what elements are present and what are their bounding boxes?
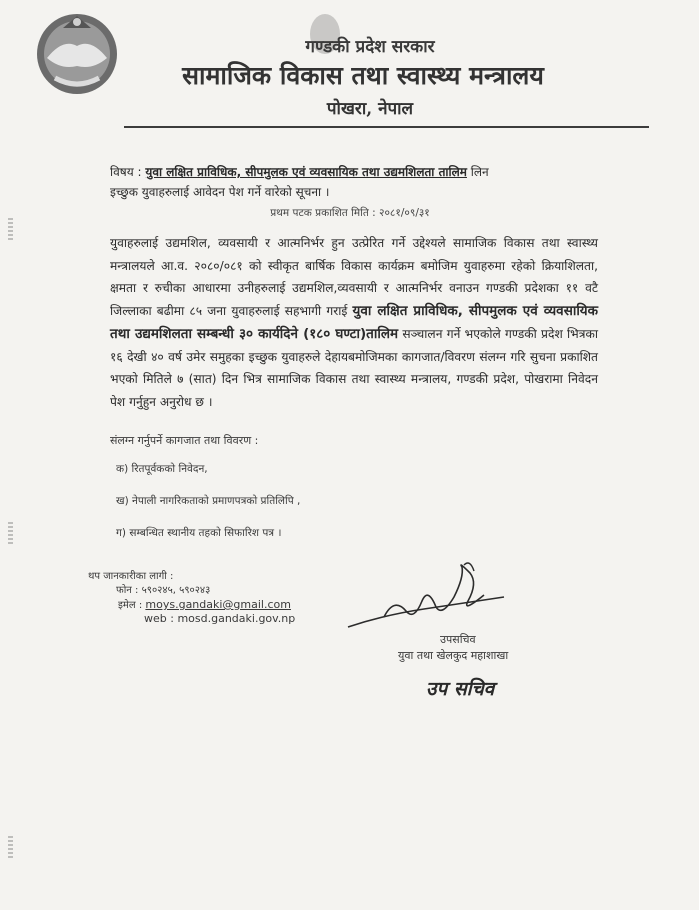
body-part1: युवाहरुलाई उद्यमशिल, व्यवसायी र आत्मनिर्भर हुन उत्प्रेरित गर्ने उद्देश्यले सामाजिक विकास तथा स्वास्थ्य मन्त्रालयले आ.व. २०८०/०८१ को स्वीकृत बार्षिक विकास कार्यक्रम बमोजिम युवाहरुमा रहेको क्रियाशिलता, क्षमता र रुचीका आधारमा उनीहरुलाई उद्यमशिल,व्यवसायी र आत्मनिर्भर वनाउन गण्डकी प्रदेशका ११ वटै जिल्लाका बढीमा ८५ जना युवाहरुलाई सहभागी गराई: [110, 236, 598, 319]
attachment-item: ख) नेपाली नागरिकताको प्रमाणपत्रको प्रतिलिपि ,: [116, 495, 301, 507]
scan-edge-mark: [8, 218, 13, 240]
attachment-item: ग) सम्बन्धित स्थानीय तहको सिफारिश पत्र ।: [116, 527, 282, 539]
contact-email-link[interactable]: moys.gandaki@gmail.com: [145, 598, 291, 611]
contact-phone: फोन : ५९०२४५, ५९०२४३: [116, 585, 211, 596]
handwritten-signature: [344, 557, 514, 637]
body-training-title: युवा लक्षित प्राविधिक, सीपमुलक एवं व्यवसायिक तथा उद्यमशिलता सम्बन्धी ३० कार्यदिने (१८० घण्टा)तालिम: [110, 303, 599, 342]
scan-edge-mark: [8, 522, 13, 544]
contact-web: web : mosd.gandaki.gov.np: [144, 612, 296, 625]
notice-subject: [110, 162, 590, 202]
government-name: गण्डकी प्रदेश सरकार: [305, 37, 435, 57]
contact-heading: थप जानकारीका लागी :: [88, 571, 174, 582]
nepal-emblem-icon: [33, 8, 121, 98]
header-divider: [124, 126, 649, 128]
ministry-name: सामाजिक विकास तथा स्वास्थ्य मन्त्रालय: [182, 61, 544, 90]
subject-prefix: विषय :: [110, 165, 142, 179]
scan-edge-mark: [8, 836, 13, 858]
subject-suffix: लिन: [470, 165, 489, 179]
publish-date: प्रथम पटक प्रकाशित मिति : २०८१/०९/३१: [270, 207, 430, 219]
subject-line2: इच्छुक युवाहरुलाई आवेदन पेश गर्ने वारेको सूचना ।: [110, 185, 330, 199]
attachments-heading: संलग्न गर्नुपर्ने कागजात तथा विवरण :: [110, 434, 259, 447]
contact-email-row: [88, 598, 295, 612]
subject-title: युवा लक्षित प्राविधिक, सीपमुलक एवं व्यवसायिक तथा उद्यमशिलता तालिम: [145, 165, 467, 179]
contact-email-label: इमेल :: [118, 600, 143, 611]
attachment-item: क) रितपूर्वकको निवेदन,: [116, 463, 208, 475]
contact-block: [88, 570, 295, 626]
official-stamp: उप सचिव: [426, 678, 495, 700]
body-part2: सञ्चालन गर्ने भएकोले गण्डकी प्रदेश भित्रका १६ देखी ४० वर्ष उमेर समुहका इच्छुक युवाहरुले देहायबमोजिमका कागजात/विवरण संलग्न गरि सुचना प्रकाशित भएको मितिले ७ (सात) दिन भित्र सामाजिक विकास तथा स्वास्थ्य मन्त्रालय, गण्डकी प्रदेश, पोखरामा निवेदन पेश गर्नुहुन अनुरोध छ ।: [110, 326, 598, 409]
notice-body: [110, 232, 598, 414]
ministry-location: पोखरा, नेपाल: [326, 99, 414, 119]
signatory-branch: युवा तथा खेलकुद महाशाखा: [398, 649, 509, 662]
signatory-title: उपसचिव: [440, 633, 476, 646]
